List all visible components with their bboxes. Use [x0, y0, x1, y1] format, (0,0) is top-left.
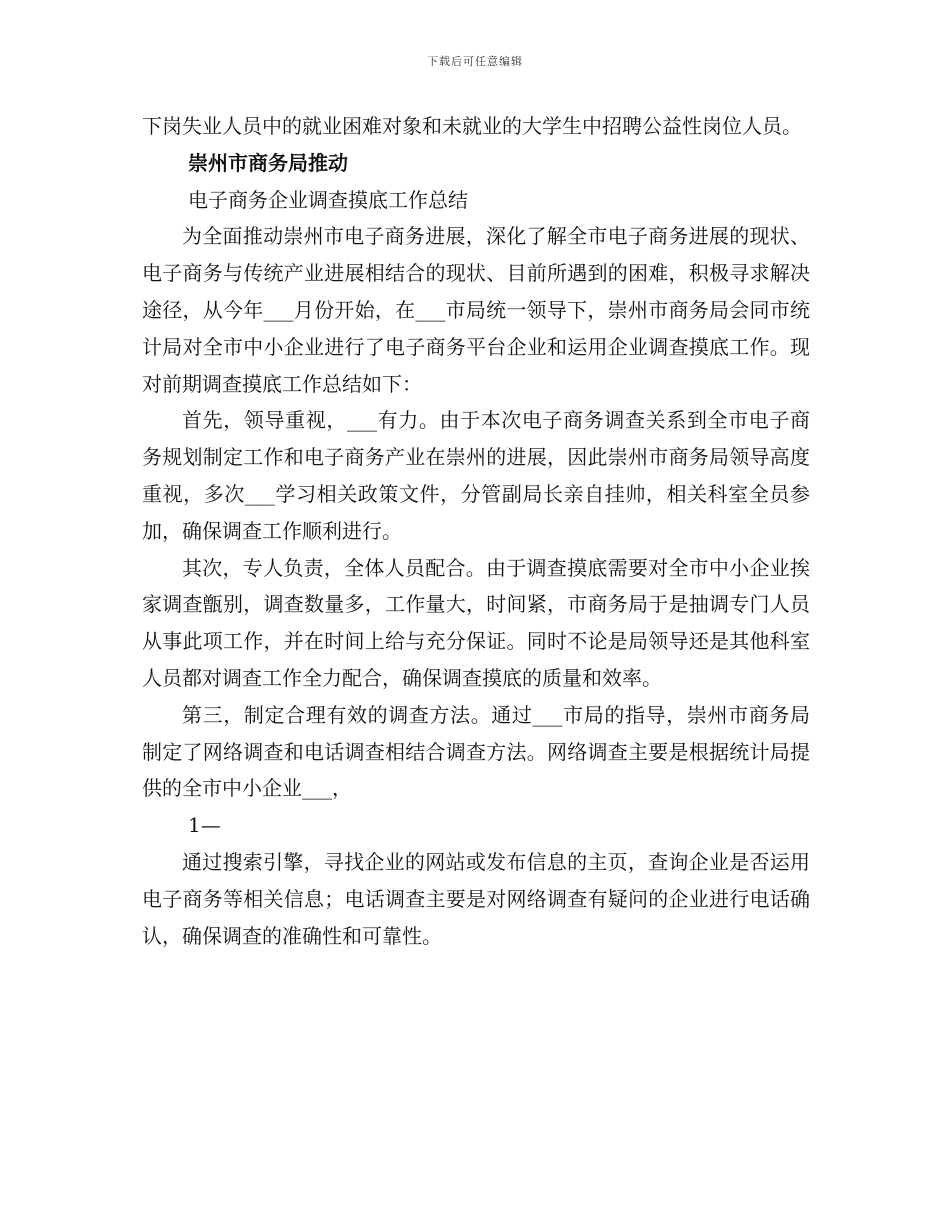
paragraph-1: 为全面推动崇州市电子商务进展，深化了解全市电子商务进展的现状、电子商务与传统产业进展相结合的现状、目前所遇到的困难，积极寻求解决途径，从今年___月份开始，在___市局统一领导下，崇州市商务局会同市统计局对全市中小企业进行了电子商务平台企业和运用企业调查摸底工作。现对前期调查摸底工作总结如下：: [142, 224, 810, 396]
paragraph-4: 第三，制定合理有效的调查方法。通过___市局的指导，崇州市商务局制定了网络调查和电话调查相结合调查方法。网络调查主要是根据统计局提供的全市中小企业___，: [142, 702, 810, 801]
intro-paragraph: 下岗失业人员中的就业困难对象和未就业的大学生中招聘公益性岗位人员。: [142, 114, 802, 138]
document-body: [142, 108, 810, 954]
paragraph-3: 其次，专人负责，全体人员配合。由于调查摸底需要对全市中小企业挨家调查甑别，调查数量多，工作量大，时间紧，市商务局于是抽调专门人员从事此项工作，并在时间上给与充分保证。同时不论是局领导还是其他科室人员都对调查工作全力配合，确保调查摸底的质量和效率。: [142, 555, 810, 690]
section-heading: 崇州市商务局推动: [188, 150, 348, 175]
page-header: 下载后可任意编辑: [427, 55, 523, 68]
section-subheading: 电子商务企业调查摸底工作总结: [188, 187, 468, 212]
paragraph-5: 通过搜索引擎，寻找企业的网站或发布信息的主页，查询企业是否运用电子商务等相关信息；电话调查主要是对网络调查有疑问的企业进行电话确认，确保调查的准确性和可靠性。: [142, 849, 810, 948]
paragraph-2: 首先，领导重视，___有力。由于本次电子商务调查关系到全市电子商务规划制定工作和电子商务产业在崇州的进展，因此崇州市商务局领导高度重视，多次___学习相关政策文件，分管副局长亲自挂帅，相关科室全员参加，确保调查工作顺利进行。: [142, 408, 810, 543]
page-marker: 1—: [188, 813, 221, 838]
